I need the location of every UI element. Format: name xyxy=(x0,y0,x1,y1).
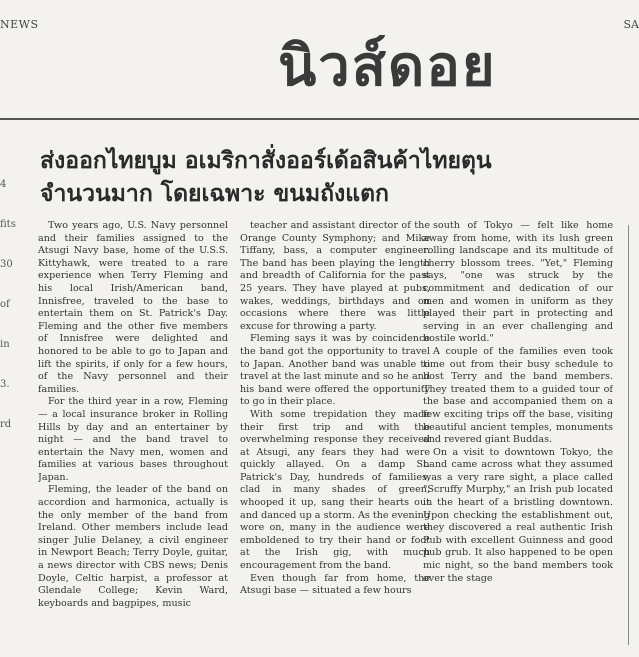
paragraph: teacher and assistant director of the Orange County Symphony; and Mike Tiffany, bass, a computer engineer. The band has been playing the length and breadth of California for the past 25 years. They have played at pubs, wakes, weddings, birthdays and on occasions where there was little excuse for throwing a party. xyxy=(240,220,430,332)
margin-fragment: of xyxy=(0,299,10,310)
paragraph: Fleming, the leader of the band on accordion and harmonica, actually is the only member of the band from Ireland. Other members include lead singer Julie Delaney, a civil engineer in Newport Beach; Terry Doyle, guitar, a news director with CBS news; Denis Doyle, Celtic harpist, a professor at Glendale College; Kevin Ward, keyboards and bagpipes, music xyxy=(38,484,228,609)
margin-fragment: rd xyxy=(0,419,12,430)
article-column-1 xyxy=(38,220,228,650)
paragraph: A couple of the families even took time out from their busy schedule to host Terry and the band members. They treated them to a guided tour of the base and accompanied them on a few exciting trips off the base, visiting beautiful ancient temples, monuments and revered giant Buddas. xyxy=(423,345,613,446)
adjacent-article-edge xyxy=(628,225,639,645)
headline-line-1: ส่งออกไทยบูม อเมริกาสั่งออร์เด้อสินค้าไทยตุน xyxy=(40,148,492,174)
margin-fragment: 30 xyxy=(0,259,13,270)
article-column-2 xyxy=(240,220,430,650)
paragraph: Two years ago, U.S. Navy personnel and their families assigned to the Atsugi Navy base, home of the U.S.S. Kittyhawk, were treated to a rare experience when Terry Fleming and his local Irish/American band, Innisfree, traveled to the base to entertain them on St. Patrick's Day. Fleming and the other five members of Innisfree were delighted and honored to be able to go to Japan and lift the spirits, if only for a few hours, of the Navy personnel and their families. xyxy=(38,220,228,395)
paragraph: For the third year in a row, Fleming — a local insurance broker in Rolling Hills by day and an entertainer by night — and the band travel to entertain the Navy men, women and families at various bases throughout Japan. xyxy=(38,396,228,483)
article-column-3 xyxy=(423,220,613,650)
paragraph: south of Tokyo — felt like home away from home, with its lush green rolling landscape and its multitude of cherry blossom trees. "Yet," Fleming says, "one was struck by the commitment and dedication of our men and women in uniform as they played their part in protecting and serving in an ever challenging and hostile world." xyxy=(423,220,613,345)
margin-fragment: 4 xyxy=(0,179,7,190)
margin-fragment: 3. xyxy=(0,379,10,390)
masthead-rule xyxy=(0,118,639,120)
margin-fragment: in xyxy=(0,339,10,350)
left-margin-fragments xyxy=(0,178,16,498)
masthead-title: นิวส์ดอย xyxy=(278,34,497,99)
margin-fragment: fits xyxy=(0,219,16,230)
headline-line-2: จำนวนมาก โดยเฉพาะ ขนมถังแตก xyxy=(40,181,389,207)
running-head-section: NEWS xyxy=(0,18,39,31)
paragraph: Even though far from home, the Atsugi base — situated a few hours xyxy=(240,572,430,597)
paragraph: With some trepidation they made their first trip and with the overwhelming response they received at Atsugi, any fears they had were quickly allayed. On a damp St. Patrick's Day, hundreds of families, clad in many shades of green, whooped it up, sang their hearts out and danced up a storm. As the evening wore on, many in the audience were emboldened to try their hand or foot at the Irish gig, with much encouragement from the band. xyxy=(240,408,430,572)
running-head-right: SA xyxy=(623,18,639,31)
paragraph: Fleming says it was by coincidence the band got the opportunity to travel to Japan. Another band was unable to travel at the last minute and so he and his band were offered the opportunity to go in their place. xyxy=(240,333,430,408)
paragraph: On a visit to downtown Tokyo, the band came across what they assumed was a very rare sight, a place called "Scruffy Murphy," an Irish pub located in the heart of a bristling downtown. Upon checking the establishment out, they discovered a real authentic Irish Pub with excellent Guinness and good pub grub. It also happened to be open mic night, so the band members took over the stage xyxy=(423,446,613,584)
